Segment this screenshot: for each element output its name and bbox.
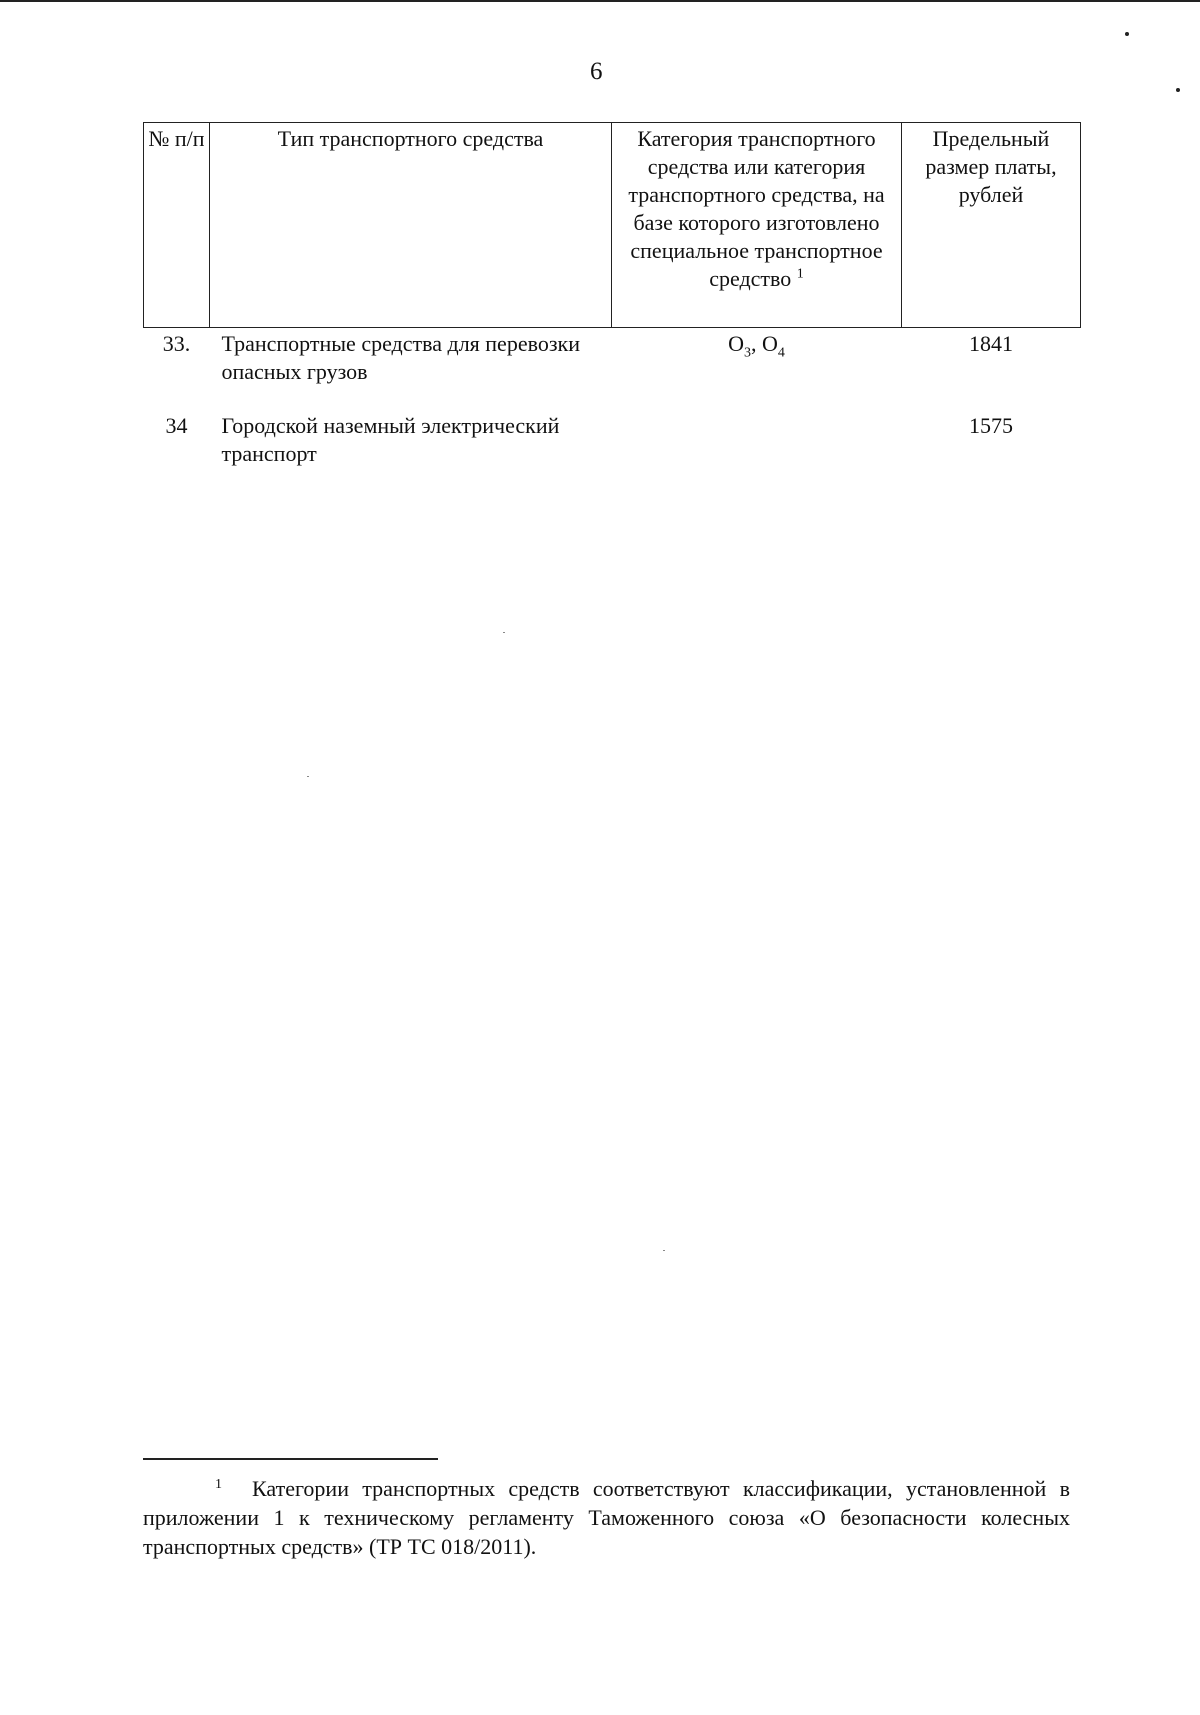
footnote-mark: 1 <box>215 1476 222 1492</box>
footnote-separator <box>143 1458 438 1460</box>
header-num: № п/п <box>144 123 210 328</box>
scan-speck <box>1176 88 1180 92</box>
top-scan-rule <box>0 0 1200 2</box>
table-row <box>144 328 1081 407</box>
row-category: $O_3$, $O_4$ <box>728 331 785 361</box>
row-num: 34 <box>165 413 188 438</box>
scan-speck <box>503 632 505 633</box>
footnote-ref: 1 <box>796 266 804 282</box>
header-fee: Предельный размер платы, рублей <box>902 123 1081 328</box>
row-num: 33. <box>162 331 191 356</box>
row-type: Городской наземный электрический транспорт <box>221 413 560 466</box>
scan-speck <box>663 1250 665 1251</box>
footnote <box>143 1474 1070 1561</box>
footnote-text: Категории транспортных средств соответствуют классификации, установленной в приложении 1 к техническому регламенту Таможенного союза «О безопасности колесных транспортных средств» (ТР ТС 018/2011). <box>143 1476 1070 1559</box>
page-number: 6 <box>590 58 603 85</box>
header-type: Тип транспортного средства <box>210 123 612 328</box>
table-row <box>144 406 1081 470</box>
row-fee: 1841 <box>969 331 1013 356</box>
scan-speck <box>1125 32 1129 36</box>
fee-table <box>143 122 1081 470</box>
header-category-text: Категория транспортного средства или категория транспортного средства, на базе которого изготовлено специальное транспортное средство <box>628 126 885 291</box>
header-category <box>612 123 902 328</box>
row-category <box>612 406 902 470</box>
row-type: Транспортные средства для перевозки опасных грузов <box>221 331 580 384</box>
table-header-row <box>144 123 1081 328</box>
scan-speck <box>307 776 309 777</box>
row-fee: 1575 <box>969 413 1013 438</box>
